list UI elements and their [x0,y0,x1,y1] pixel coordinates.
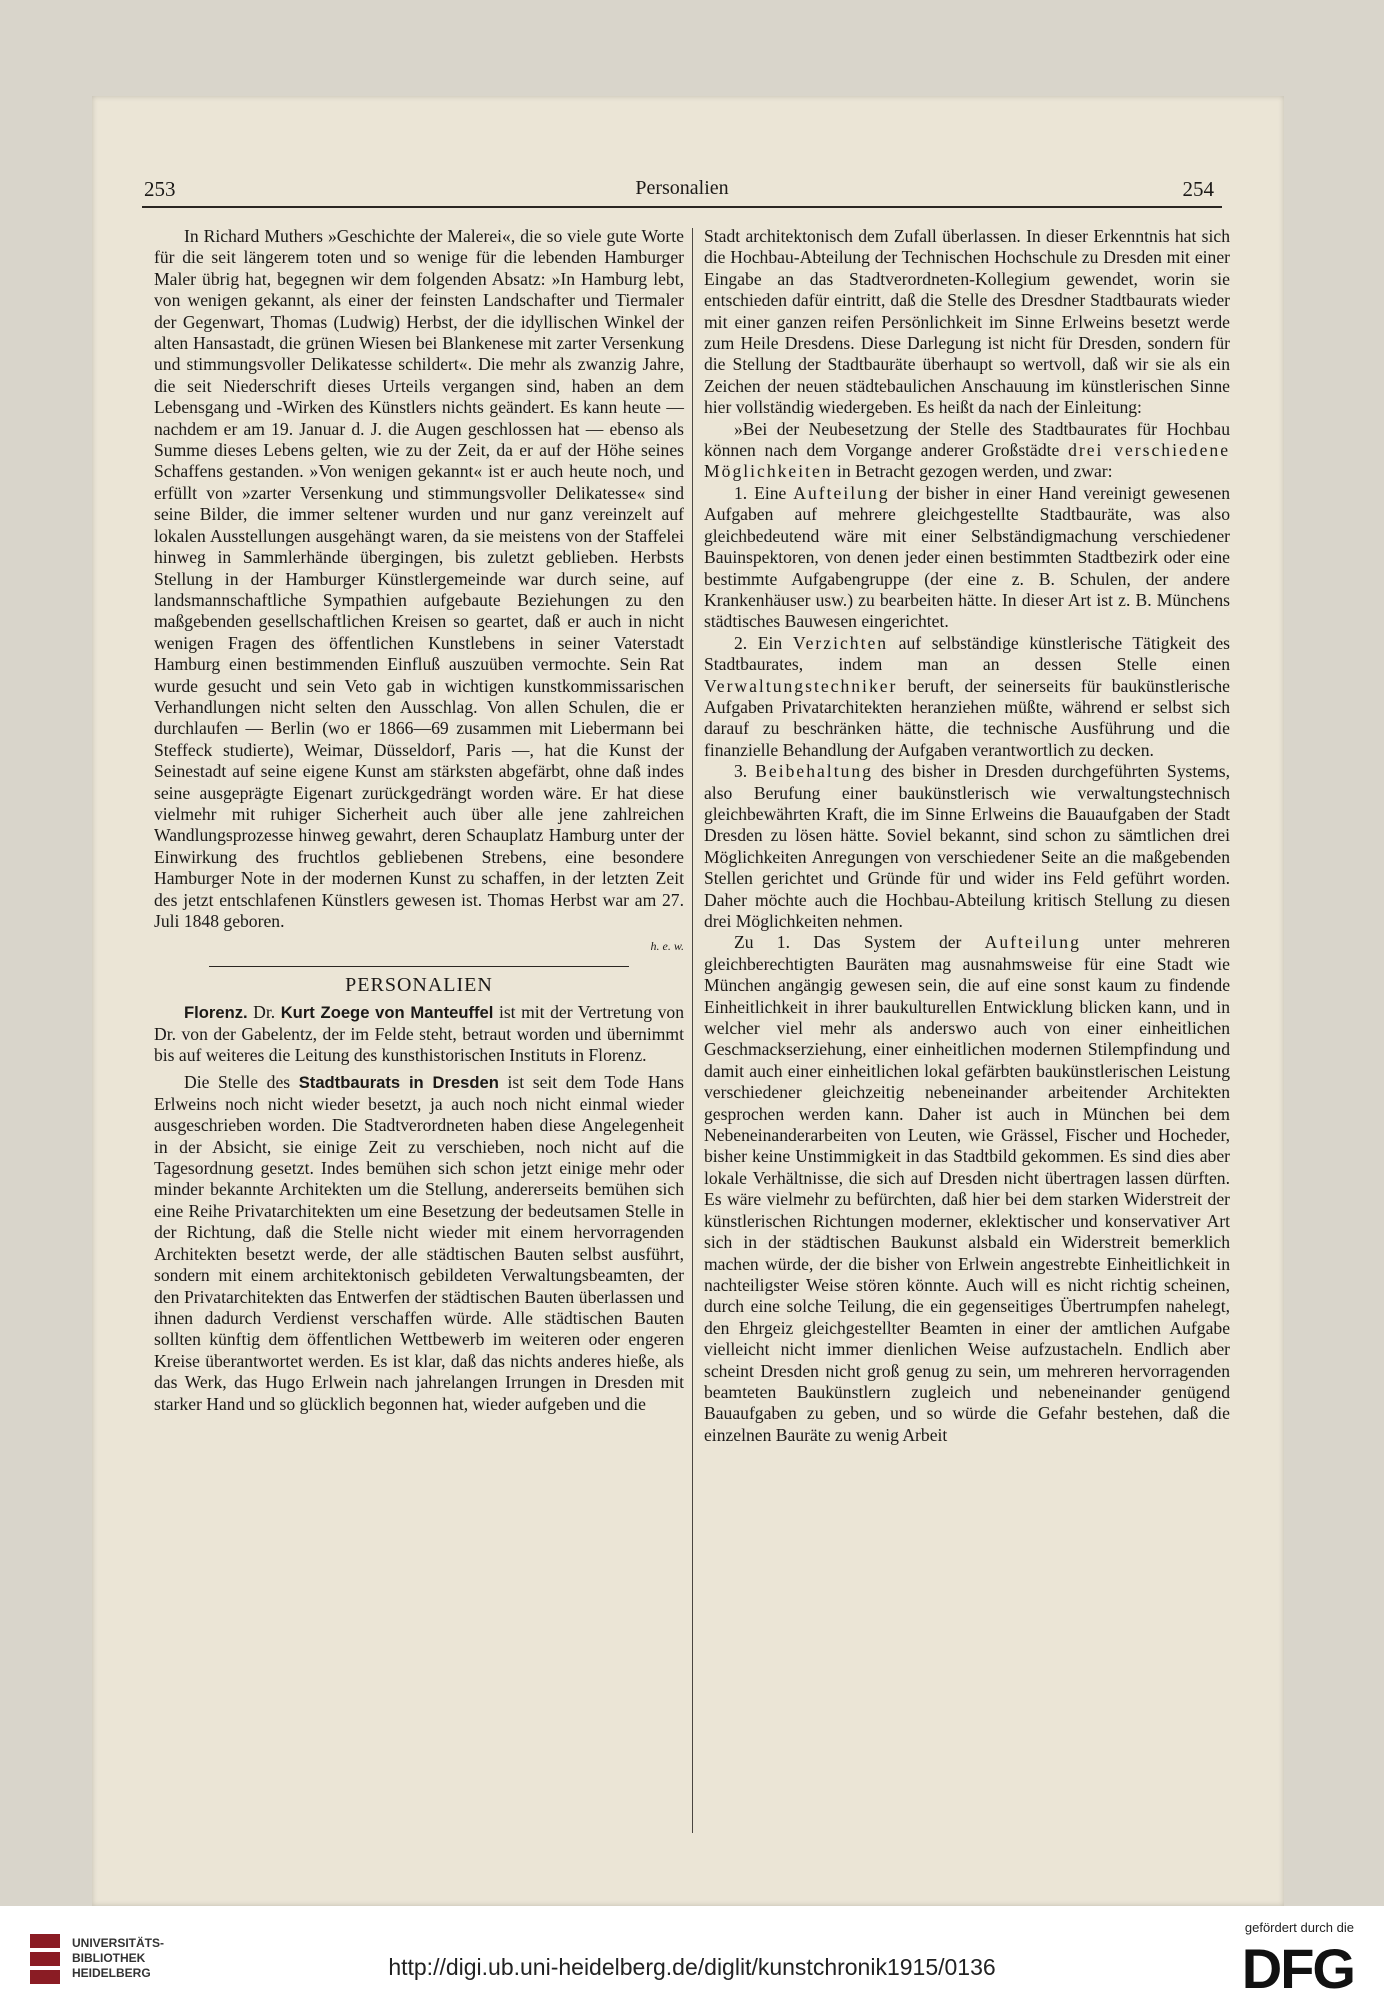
florenz-paragraph: Florenz. Dr. Kurt Zoege von Manteuffel ist mit der Vertretung von Dr. von der Gabelentz, der im Felde steht, betraut worden und übernimmt bis auf weiteres die Leitung des kunsthistorischen Instituts in Florenz. [154,1002,684,1066]
section-rule [209,966,629,967]
person-name: Kurt Zoege von Manteuffel [280,1003,494,1023]
obituary-signature-row [154,932,684,957]
dfg-logo-icon: DFG [1241,1937,1354,2000]
right-paragraph-3: 1. Eine Aufteilung der bisher in einer Hand vereinigt gewesenen Aufgaben auf mehrere gleichgestellte Stadtbauräte, was also gleichbedeutend wäre mit einer Selbständigmachung verschiedener Bauinspektoren, von denen jeder einen bestimmten Stadtbezirk oder eine bestimmte Aufgabengruppe (der eine z. B. Schulen, der andere Krankenhäuser usw.) zu bearbeiten hätte. In dieser Art ist z. B. Münchens städtisches Bauwesen eingerichtet. [704,482,1231,632]
permalink-url[interactable]: http://digi.ub.uni-heidelberg.de/diglit/kunstchronik1915/0136 [388,1954,996,1980]
right-paragraph-2: »Bei der Neubesetzung der Stelle des Stadtbaurates für Hochbau können nach dem Vorgange anderer Großstädte drei verschiedene Möglichkeiten in Betracht gezogen werden, und zwar: [704,418,1231,482]
section-title: PERSONALIEN [345,973,493,996]
footer-bar [0,1906,1384,2013]
page-number-left: 253 [144,177,176,201]
funder-block[interactable] [1234,1920,1354,2000]
place-lead: Florenz. [184,1003,248,1023]
funding-text: gefördert durch die [1244,1920,1354,1935]
author-signature: h. e. w. [650,939,684,954]
right-paragraph-5: 3. Beibehaltung des bisher in Dresden durchgeführten Systems, also Berufung einer baukünstlerisch wie verwaltungstechnisch gleichbewährten Kraft, die im Sinne Erlweins die Bauaufgaben der Stadt Dresden zu lösen hätte. Soviel bekannt, sind schon zu sämtlichen drei Möglichkeiten Anregungen von verschiedener Seite an die maßgebenden Stellen gerichtet und Gründe für und wider ins Feld geführt worden. Daher möchte auch die Hochbau-Abteilung kritisch Stellung zu diesen drei Möglichkeiten nehmen. [704,761,1230,931]
scanned-page [92,96,1284,1906]
column-divider [692,228,693,1833]
header-title: Personalien [635,177,729,199]
position-title: Stadtbaurats in Dresden [298,1073,499,1093]
right-paragraph-4: 2. Ein Verzichten auf selbständige künstlerische Tätigkeit des Stadtbaurates, indem man an dessen Stelle einen Verwaltungstechniker beruft, der seinerseits für baukünstlerische Aufgaben Privatarchitekten heranziehen müßte, während er selbst sich darauf zu beschränken hätte, die technische Ausführung und die finanzielle Behandlung der Aufgaben verantwortlich zu decken. [704,632,1230,760]
dresden-paragraph: Die Stelle des Stadtbaurats in Dresden ist seit dem Tode Hans Erlweins noch nicht wieder besetzt, ja auch noch nicht einmal wieder ausgeschrieben worden. Die Stadtverordneten haben diese Angelegenheit in der Absicht, sie einige Zeit zu verschieben, noch nicht auf die Tagesordnung gesetzt. Indes bemühen sich schon jetzt einige mehr oder minder bekannte Architekten um die Stellung, andererseits bemühen sich eine Reihe Privatarchitekten um eine Besetzung der bedeutsamen Stelle in der Richtung, daß die Stelle nicht wieder mit einem hervorragenden Architekten besetzt werde, der alle städtischen Bauten selbst ausführt, sondern mit einem architektonisch gebildeten Verwaltungsbeamten, der den Privatarchitekten das Entwerfen der städtischen Bauten überlassen und ihnen dadurch Verdienst verschaffen würde. Alle städtischen Bauten sollten künftig dem öffentlichen Wettbewerb im weiteren oder engeren Kreise überantwortet werden. Es ist klar, daß das nichts anderes hieße, als das Werk, das Hugo Erlwein nach jahrelangen Irrungen in Dresden mit starker Hand und so glücklich begonnen hat, wieder aufgeben und die [154,1072,684,1414]
left-column [154,226,684,1415]
right-paragraph-6: Zu 1. Das System der Aufteilung unter mehreren gleichberechtigten Bauräten mag ausnahmsweise für eine Stadt wie München angängig gewesen sein, die auf eine sonst kaum zu findende Einheitlichkeit in ihrer baukulturellen Entwicklung blicken kann, und in welcher viel mehr als anderswo auch von einer einheitlichen Geschmackserziehung, einer einheitlichen modernen Stilempfindung und damit auch einer einheitlichen lokal gefärbten baukünstlerischen Leistung verschiedener gleichzeitig nebeneinander arbeitender Architekten gesprochen werden kann. Daher ist auch in München bei dem Nebeneinanderarbeiten von Leuten, wie Grässel, Fischer und Hocheder, bisher keine Unstimmigkeit in das Stadtbild gekommen. Es sind dies aber lokale Verhältnisse, die sich auf Dresden nicht übertragen lassen dürften. Es wäre vielmehr zu befürchten, daß hier bei dem starken Widerstreit der künstlerischen Richtungen moderner, eklektischer und konservativer Art sich in der städtischen Baukunst alsbald ein Widerstreit bemerklich machen würde, der die bisher von Erlwein angestrebte Einheitlichkeit in nachteiligster Weise stören könnte. Auch will es nicht richtig scheinen, durch eine solche Teilung, die ein gegenseitiges Übertrumpfen nahelegt, den Ehrgeiz gleichgestellter Beamten in einer der amtlichen Aufgabe vielleicht nicht immer dienlichen Weise aufzustacheln. Endlich aber scheint Dresden nicht groß genug zu sein, um mehreren hervorragenden beamteten Baukünstlern zugleich und nebeneinander genügend Bauaufgaben zu geben, und so würde die Gefahr bestehen, daß die einzelnen Bauräte zu wenig Arbeit [704,932,1230,1445]
obituary-paragraph: In Richard Muthers »Geschichte der Malerei«, die so viele gute Worte für die seit längerem toten und so wenige für die lebenden Hamburger Maler übrig hat, begegnen wir dem folgenden Absatz: »In Hamburg lebt, von wenigen gekannt, als einer der feinsten Landschafter und Tiermaler der Gegenwart, Thomas (Ludwig) Herbst, der die idyllischen Winkel der alten Hansastadt, die grünen Wiesen bei Blankenese mit zarter Versenkung und stimmungsvoller Delikatesse schildert«. Die mehr als zwanzig Jahre, die seit Niederschrift dieses Urteils vergangen sind, haben an dem Lebensgang und -Wirken des Künstlers nichts geändert. Es kann heute — nachdem er am 19. Januar d. J. die Augen geschlossen hat — ebenso als Summe dieses Lebens gelten, wie zu der Zeit, da er auf der Höhe seines Schaffens gestanden. »Von wenigen gekannt« ist er auch heute noch, und erfüllt von »zarter Versenkung und stimmungsvoller Delikatesse« sind seine Bilder, die immer seltener wurden und nur ganz vereinzelt auf lokalen Ausstellungen ausgehängt waren, da sie meistens von der Staffelei hinweg in Sammlerhände übergingen, bis zuletzt geblieben. Herbsts Stellung in der Hamburger Künstlergemeinde war durch seine, auf landsmannschaftliche Sympathien aufgebaute Beziehungen zu den maßgebenden gesellschaftlichen Kreisen so geartet, daß er auch in nicht wenigen Fragen des öffentlichen Kunstlebens in seiner Vaterstadt Hamburg einen bestimmenden Einfluß auszuüben vermochte. Sein Rat wurde gesucht und sein Veto gab in wichtigen kunstkommissarischen Verhandlungen nicht selten den Ausschlag. Von allen Schulen, die er durchlaufen — Berlin (wo er 1866—69 zusammen mit Liebermann bei Steffeck studierte), Weimar, Düsseldorf, Paris —, hat die Kunst der Seinestadt auf seine eigene Kunst am stärksten abgefärbt, ohne daß indes seine ausgeprägte Eigenart zurückgedrängt worden wäre. Er hat diese vielmehr mit ruhiger Sicherheit auch über alle jene zahlreichen Wandlungsprozesse hinweg gewahrt, deren Schauplatz Hamburg unter der Einwirkung des fruchtlos gebliebenen Strebens, eine besondere Hamburger Note in der modernen Kunst zu schaffen, in der letzten Zeit des jetzt entschlafenen Künstlers gewesen ist. Thomas Herbst war am 27. Juli 1848 geboren. [154,226,684,931]
library-name: UNIVERSITÄTS- BIBLIOTHEK HEIDELBERG [72,1936,165,1980]
right-paragraph-1: Stadt architektonisch dem Zufall überlassen. In dieser Erkenntnis hat sich die Hochbau-Abteilung der Technischen Hochschule zu Dresden mit einer Eingabe an das Stadtverordneten-Kollegium gewendet, worin sie entschieden dafür eintritt, daß die Stelle des Dresdner Stadtbaurats wieder mit einer ganzen reifen Persönlichkeit im Sinne Erlweins besetzt werde zum Heile Dresdens. Diese Darlegung ist nicht für Dresden, sondern für die Stellung der Stadtbauräte überhaupt so wertvoll, daß wir sie als ein Zeichen der neuen städtebaulichen Anschauung im künstlerischen Sinne hier vollständig wiedergeben. Es heißt da nach der Einleitung: [704,226,1230,418]
running-header [142,166,1222,208]
page-number-right: 254 [1182,177,1214,201]
right-column [704,226,1230,1446]
